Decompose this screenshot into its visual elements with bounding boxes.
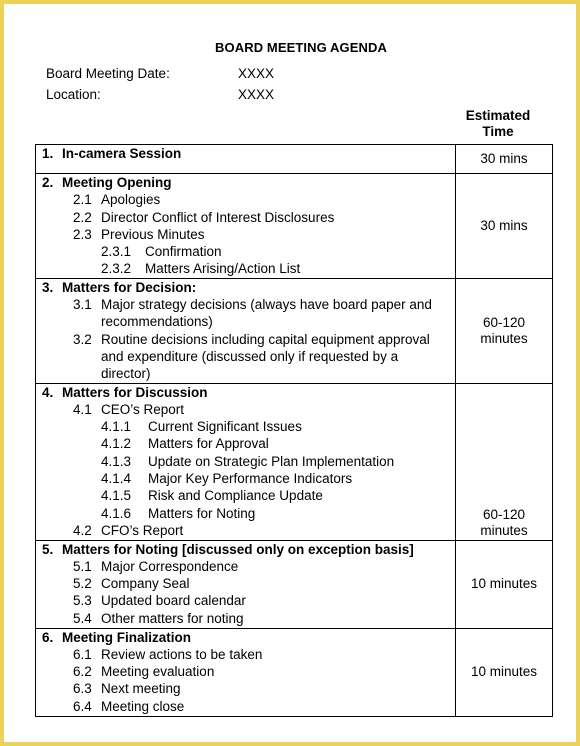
location-label: Location: bbox=[46, 87, 101, 102]
agenda-section-5 bbox=[36, 540, 553, 628]
list-item bbox=[42, 558, 453, 575]
item-number: 6.1 bbox=[73, 646, 92, 662]
section-title: Meeting Opening bbox=[62, 175, 172, 190]
time-value: 30 mins bbox=[480, 217, 528, 233]
item-number: 4.1.4 bbox=[101, 471, 132, 487]
section-items bbox=[36, 174, 456, 279]
header-line-2: Time bbox=[482, 124, 514, 139]
section-items bbox=[36, 628, 456, 716]
section-heading bbox=[42, 541, 453, 558]
item-number: 4.1.5 bbox=[101, 488, 132, 504]
section-number: 3. bbox=[42, 279, 54, 295]
item-text: Routine decisions including capital equipment approval and expenditure (discussed only if requested by a director) bbox=[101, 331, 430, 382]
section-heading bbox=[42, 279, 453, 296]
section-time bbox=[456, 145, 553, 174]
item-number: 2.3.1 bbox=[101, 244, 132, 260]
list-item bbox=[42, 646, 453, 663]
estimated-time-header bbox=[448, 108, 548, 140]
list-item bbox=[42, 226, 453, 243]
section-title: Matters for Noting [discussed only on exception basis] bbox=[62, 541, 414, 557]
list-item bbox=[42, 260, 453, 277]
list-item bbox=[42, 610, 453, 627]
list-item bbox=[42, 296, 453, 331]
item-text: Major strategy decisions (always have board paper and recommendations) bbox=[101, 297, 432, 330]
section-title: Matters for Discussion bbox=[62, 384, 208, 400]
item-text: Matters for Approval bbox=[148, 436, 269, 452]
page-title: BOARD MEETING AGENDA bbox=[215, 40, 387, 55]
agenda-section-4 bbox=[36, 383, 553, 540]
section-time bbox=[456, 174, 553, 279]
list-item bbox=[42, 243, 453, 260]
list-item bbox=[42, 487, 453, 504]
list-item bbox=[42, 522, 453, 539]
item-text: Matters for Noting bbox=[148, 505, 256, 521]
section-title: In-camera Session bbox=[62, 146, 182, 161]
item-text: Current Significant Issues bbox=[148, 419, 302, 435]
section-time bbox=[456, 628, 553, 716]
section-time bbox=[456, 540, 553, 628]
item-text: Meeting evaluation bbox=[101, 664, 215, 680]
item-text: Apologies bbox=[101, 192, 161, 208]
item-text: Review actions to be taken bbox=[101, 646, 263, 662]
list-item bbox=[42, 698, 453, 715]
list-item bbox=[42, 592, 453, 609]
item-number: 2.1 bbox=[73, 192, 92, 208]
section-items bbox=[36, 278, 456, 383]
section-time bbox=[456, 383, 553, 540]
list-item bbox=[42, 575, 453, 592]
item-text: Confirmation bbox=[145, 244, 222, 260]
section-number: 4. bbox=[42, 384, 54, 400]
item-text: Major Correspondence bbox=[101, 558, 239, 574]
section-number: 1. bbox=[42, 146, 54, 161]
item-text: CFO’s Report bbox=[101, 522, 184, 538]
item-text: Matters Arising/Action List bbox=[145, 261, 301, 277]
item-number: 2.2 bbox=[73, 209, 92, 225]
agenda-section-6 bbox=[36, 628, 553, 716]
list-item bbox=[42, 191, 453, 208]
item-number: 5.4 bbox=[73, 610, 92, 626]
item-text: Updated board calendar bbox=[101, 593, 246, 609]
section-items bbox=[36, 145, 456, 174]
item-number: 4.1.3 bbox=[101, 453, 132, 469]
list-item bbox=[42, 470, 453, 487]
section-number: 5. bbox=[42, 541, 54, 557]
item-number: 2.3 bbox=[73, 226, 92, 242]
list-item bbox=[42, 331, 453, 383]
item-number: 4.1.1 bbox=[101, 419, 132, 435]
item-number: 3.1 bbox=[73, 297, 92, 313]
agenda-section-1 bbox=[36, 145, 553, 174]
item-number: 4.2 bbox=[73, 522, 92, 538]
section-heading bbox=[42, 629, 453, 646]
time-value: 60-120 minutes bbox=[480, 314, 528, 346]
time-value: 30 mins bbox=[480, 151, 528, 166]
section-number: 6. bbox=[42, 629, 54, 645]
date-label: Board Meeting Date: bbox=[46, 66, 170, 81]
item-text: Major Key Performance Indicators bbox=[148, 471, 353, 487]
item-number: 4.1.6 bbox=[101, 505, 132, 521]
list-item bbox=[42, 680, 453, 697]
item-number: 5.1 bbox=[73, 558, 92, 574]
item-text: Update on Strategic Plan Implementation bbox=[148, 453, 395, 469]
item-text: Other matters for noting bbox=[101, 610, 244, 626]
item-text: Previous Minutes bbox=[101, 226, 205, 242]
section-title: Matters for Decision: bbox=[62, 279, 197, 295]
item-number: 6.4 bbox=[73, 698, 92, 714]
item-number: 2.3.2 bbox=[101, 261, 132, 277]
list-item bbox=[42, 418, 453, 435]
section-time bbox=[456, 278, 553, 383]
item-text: Meeting close bbox=[101, 698, 185, 714]
list-item bbox=[42, 453, 453, 470]
header-line-1: Estimated bbox=[465, 108, 531, 123]
section-heading bbox=[42, 384, 453, 401]
list-item bbox=[42, 505, 453, 522]
agenda-section-3 bbox=[36, 278, 553, 383]
item-number: 6.3 bbox=[73, 681, 92, 697]
item-text: CEO’s Report bbox=[101, 401, 185, 417]
section-title: Meeting Finalization bbox=[62, 629, 192, 645]
item-text: Next meeting bbox=[101, 681, 181, 697]
section-items bbox=[36, 383, 456, 540]
item-number: 5.2 bbox=[73, 576, 92, 592]
agenda-table bbox=[35, 144, 553, 717]
time-value: 10 minutes bbox=[470, 576, 538, 592]
item-number: 4.1 bbox=[73, 401, 92, 417]
list-item bbox=[42, 401, 453, 418]
section-items bbox=[36, 540, 456, 628]
item-number: 6.2 bbox=[73, 664, 92, 680]
item-number: 3.2 bbox=[73, 331, 92, 347]
list-item bbox=[42, 209, 453, 226]
list-item bbox=[42, 435, 453, 452]
time-value: 60-120 minutes bbox=[480, 506, 528, 538]
location-value: XXXX bbox=[238, 87, 275, 102]
item-number: 5.3 bbox=[73, 593, 92, 609]
section-heading bbox=[42, 145, 453, 162]
list-item bbox=[42, 663, 453, 680]
section-number: 2. bbox=[42, 175, 54, 190]
item-number: 4.1.2 bbox=[101, 436, 132, 452]
section-heading bbox=[42, 174, 453, 191]
item-text: Risk and Compliance Update bbox=[148, 488, 323, 504]
item-text: Director Conflict of Interest Disclosures bbox=[101, 209, 335, 225]
time-value: 10 minutes bbox=[470, 664, 538, 680]
agenda-section-2 bbox=[36, 174, 553, 279]
item-text: Company Seal bbox=[101, 576, 190, 592]
date-value: XXXX bbox=[238, 66, 275, 81]
